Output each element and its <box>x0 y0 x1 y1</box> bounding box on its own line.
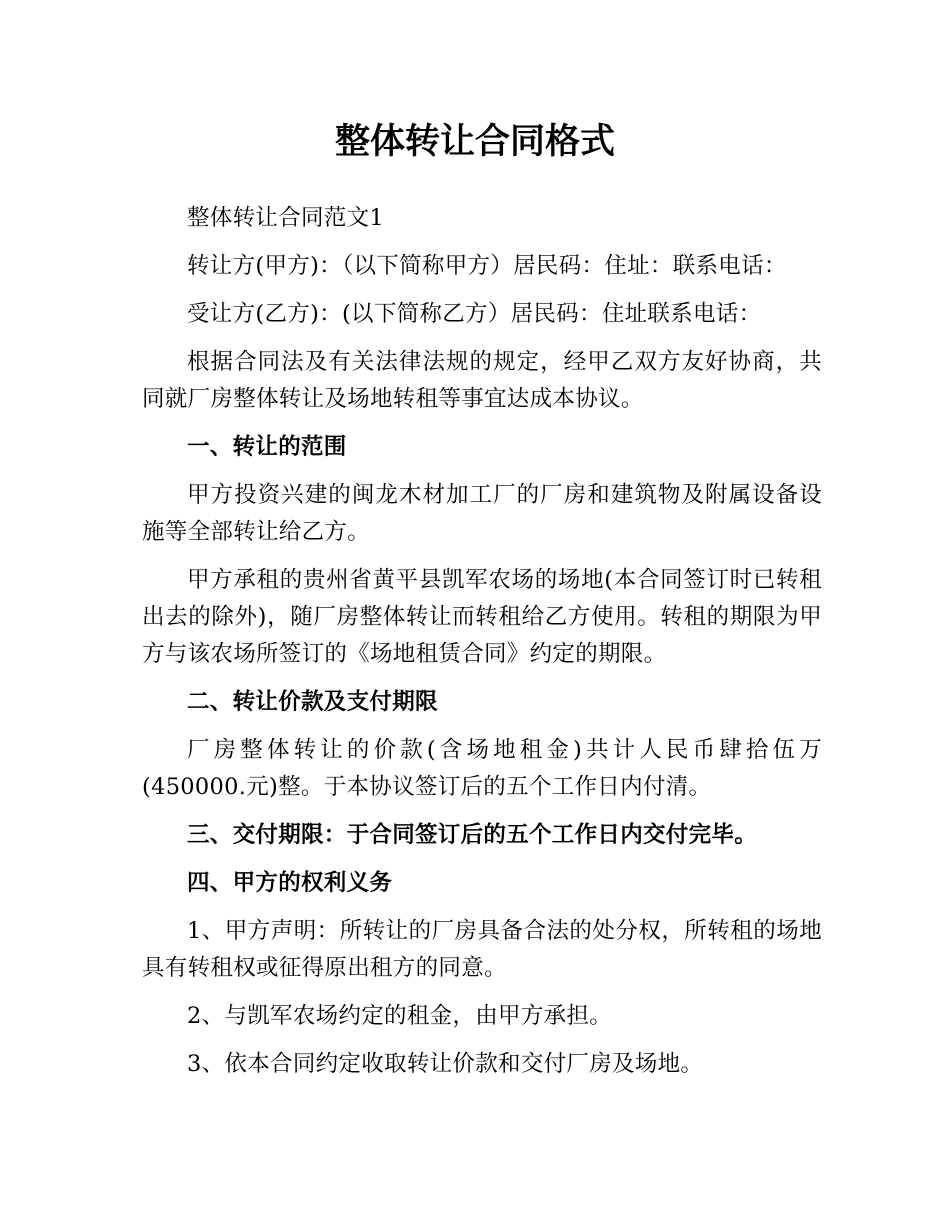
section-heading-price: 二、转让价款及支付期限 <box>187 689 438 715</box>
paragraph-party-a: 转让方(甲方)：（以下简称甲方）居民码：住址：联系电话： <box>187 253 787 279</box>
section-heading-scope: 一、转让的范围 <box>187 434 347 460</box>
section-heading-delivery: 三、交付期限：于合同签订后的五个工作日内交付完毕。 <box>187 822 758 848</box>
paragraph-scope-land: 甲方承租的贵州省黄平县凯军农场的场地(本合同签订时已转租出去的除外)，随厂房整体转让而转租给乙方使用。转租的期限为甲方与该农场所签订的《场地租赁合同》约定的期限。 <box>142 567 822 667</box>
document-title: 整体转让合同格式 <box>334 122 615 162</box>
paragraph-right-3: 3、依本合同约定收取转让价款和交付厂房及场地。 <box>187 1051 704 1077</box>
document-body <box>142 200 822 1094</box>
paragraph-price: 厂房整体转让的价款(含场地租金)共计人民币肆拾伍万(450000.元)整。于本协议签订后的五个工作日内付清。 <box>142 737 822 800</box>
paragraph-preamble: 根据合同法及有关法律法规的规定，经甲乙双方友好协商，共同就厂房整体转让及场地转租等事宜达成本协议。 <box>142 349 822 412</box>
paragraph-scope-buildings: 甲方投资兴建的闽龙木材加工厂的厂房和建筑物及附属设备设施等全部转让给乙方。 <box>142 482 822 545</box>
section-heading-party-a-rights: 四、甲方的权利义务 <box>187 870 393 896</box>
paragraph-party-b: 受让方(乙方)：(以下简称乙方）居民码：住址联系电话： <box>187 301 762 327</box>
paragraph-right-1: 1、甲方声明：所转让的厂房具备合法的处分权，所转租的场地具有转租权或征得原出租方的同意。 <box>142 918 822 981</box>
paragraph-right-2: 2、与凯军农场约定的租金，由甲方承担。 <box>187 1003 613 1029</box>
paragraph-sample-heading: 整体转让合同范文1 <box>187 205 385 231</box>
